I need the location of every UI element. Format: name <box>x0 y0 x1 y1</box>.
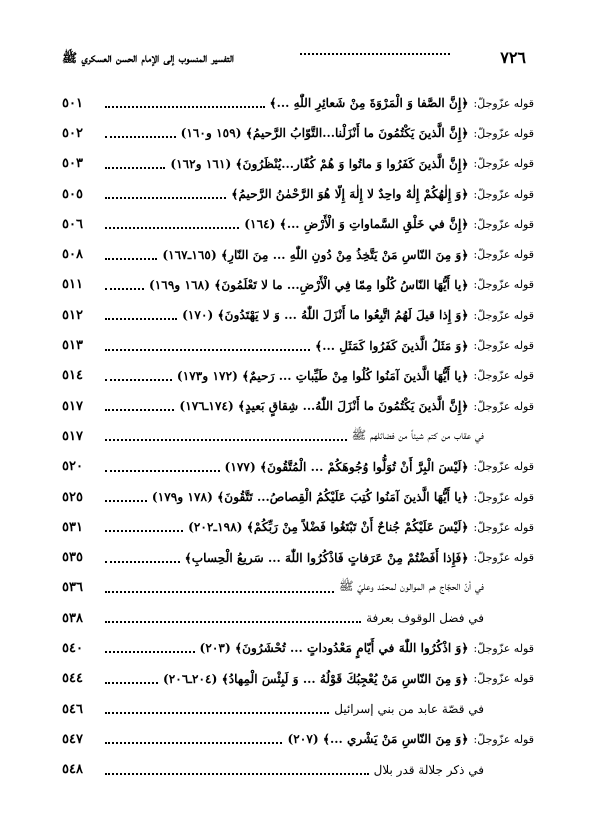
entry-verse: ﴿إِنَّ الَّذينَ يَكْتُمُونَ ما أَنْزَلَ اللّٰهُ... شِقاقٍ بَعيدٍ﴾ (١٧٤ـ١٧٦) <box>179 399 469 414</box>
toc-entry <box>62 361 534 391</box>
toc-entry <box>62 573 534 603</box>
entry-prefix: قوله عزّوجلّ: <box>473 339 534 353</box>
toc-entry <box>62 542 534 572</box>
entry-page-number: ٥١١ <box>62 277 83 293</box>
entry-page-number: ٥٤٤ <box>62 671 83 687</box>
entry-prefix: قوله عزّوجلّ: <box>473 248 534 262</box>
entry-verse: ﴿وَ مِنَ النّاسِ مَنْ يَتَّخِذُ مِنْ دُونِ اللّٰهِ ... مِنَ النّارِ﴾ (١٦٥ـ١٦٧) <box>162 247 469 262</box>
entry-verse: ﴿وَ اذْكُرُوا اللّٰهَ في أَيّامٍ مَعْدُوداتٍ ... تُحْشَرُونَ﴾ (٢٠٣) <box>199 641 469 656</box>
toc-entry <box>62 755 534 785</box>
entry-page-number: ٥٢٠ <box>62 459 83 475</box>
toc-entry <box>62 209 534 239</box>
toc-entry <box>62 603 534 633</box>
entry-topic: في عقاب من كتم شيئاً من فضائلهم ﷺ <box>351 427 484 442</box>
dot-leader <box>105 553 180 563</box>
table-of-contents <box>62 88 534 785</box>
entry-page-number: ٥٠٦ <box>62 216 83 232</box>
header-dotted-rule <box>300 53 450 55</box>
dot-leader <box>105 674 158 684</box>
entry-prefix: قوله عزّوجلّ: <box>473 217 534 231</box>
toc-entry <box>62 633 534 663</box>
toc-entry <box>62 724 534 754</box>
entry-prefix: قوله عزّوجلّ: <box>473 520 534 534</box>
entry-page-number: ٥١٢ <box>62 307 83 323</box>
entry-topic: في ذكر جلالة قدر بلال <box>373 762 484 777</box>
dot-leader <box>105 765 369 775</box>
entry-verse: ﴿وَ مِنَ النّاسِ مَنْ يُعْجِبُكَ قَوْلُهُ ... وَ لَبِئْسَ الْمِهادُ﴾ (٢٠٤ـ٢٠٦) <box>162 671 469 686</box>
entry-topic: في قصّة عابد من بني إسرائيل <box>334 702 484 717</box>
entry-prefix: قوله عزّوجلّ: <box>473 641 534 655</box>
entry-verse: ﴿لَيْسَ عَلَيْكُمْ جُناحٌ أَنْ تَبْتَغُوا فَضْلاً مِنْ رَبِّكُمْ﴾ (١٩٨ـ٢٠٢) <box>188 520 469 535</box>
toc-entry <box>62 118 534 148</box>
entry-page-number: ٥١٤ <box>62 368 83 384</box>
entry-prefix: قوله عزّوجلّ: <box>473 369 534 383</box>
entry-prefix: قوله عزّوجلّ: <box>473 308 534 322</box>
entry-verse: ﴿وَ إِلٰهُكُمْ إِلٰهٌ واحِدٌ لا إِلٰهَ إِلّا هُوَ الرَّحْمٰنُ الرَّحيمُ﴾ <box>231 187 469 202</box>
toc-entry <box>62 88 534 118</box>
toc-entry <box>62 300 534 330</box>
toc-entry <box>62 512 534 542</box>
entry-verse: ﴿وَ إِذا قيلَ لَهُمُ اتَّبِعُوا ما أَنْزَلَ اللّٰهُ ... وَ لا يَهْتَدُونَ﴾ (١٧٠) <box>182 308 469 323</box>
toc-entry <box>62 149 534 179</box>
entry-prefix: قوله عزّوجلّ: <box>473 551 534 565</box>
entry-verse: ﴿فَإِذا أَفَضْتُمْ مِنْ عَرَفاتٍ فَاذْكُرُوا اللّٰهَ ... سَريعُ الْحِسابِ﴾ <box>184 550 469 565</box>
entry-prefix: قوله عزّوجلّ: <box>473 278 534 292</box>
dot-leader <box>105 159 165 169</box>
entry-verse: ﴿وَ مَثَلُ الَّذينَ كَفَرُوا كَمَثَلِ ...﴾ <box>315 338 469 353</box>
dot-leader <box>105 341 310 351</box>
toc-entry <box>62 179 534 209</box>
entry-prefix: قوله عزّوجلّ: <box>473 732 534 746</box>
dot-leader <box>105 128 176 138</box>
entry-prefix: قوله عزّوجلّ: <box>473 126 534 140</box>
entry-page-number: ٥٣٨ <box>62 610 83 626</box>
dot-leader <box>105 219 239 229</box>
entry-page-number: ٥٠٥ <box>62 186 83 202</box>
dot-leader <box>105 401 174 411</box>
entry-page-number: ٥٢٥ <box>62 489 83 505</box>
dot-leader <box>105 492 147 502</box>
entry-prefix: قوله عزّوجلّ: <box>473 460 534 474</box>
toc-entry <box>62 694 534 724</box>
entry-page-number: ٥٠٣ <box>62 156 83 172</box>
entry-verse: ﴿إِنَّ الَّذينَ يَكْتُمُونَ ما أَنْزَلْنا...التَّوّابُ الرَّحيمُ﴾ (١٥٩ و١٦٠) <box>180 126 469 141</box>
entry-page-number: ٥٤٧ <box>62 731 83 747</box>
entry-page-number: ٥١٣ <box>62 338 83 354</box>
page-number: ٧٢٦ <box>500 48 526 67</box>
page-header <box>0 48 600 70</box>
dot-leader <box>105 431 347 441</box>
entry-topic: في أنّ الحجّاج هم الموالون لمحمّد وعليّ ﷺ <box>338 579 484 594</box>
toc-entry <box>62 239 534 269</box>
entry-prefix: قوله عزّوجلّ: <box>473 399 534 413</box>
entry-topic: في فضل الوقوف بعرفة <box>366 611 484 626</box>
entry-verse: ﴿يا أَيُّهَا الَّذينَ آمَنُوا كُلُوا مِنْ طَيِّباتِ ... رَحيمٌ﴾ (١٧٢ و١٧٣) <box>176 368 469 383</box>
entry-page-number: ٥٠٨ <box>62 247 83 263</box>
entry-verse: ﴿يا أَيُّهَا النّاسُ كُلُوا مِمّا فِي الْأَرْضِ... ما لا تَعْلَمُونَ﴾ (١٦٨ و١٦٩) <box>148 277 469 292</box>
toc-entry <box>62 482 534 512</box>
toc-entry <box>62 330 534 360</box>
dot-leader <box>105 613 361 623</box>
dot-leader <box>105 280 144 290</box>
dot-leader <box>105 462 220 472</box>
dot-leader <box>105 643 195 653</box>
entry-page-number: ٥٠١ <box>62 95 83 111</box>
entry-verse: ﴿لَيْسَ الْبِرَّ أَنْ تُوَلُّوا وُجُوهَكُمْ ... الْمُتَّقُونَ﴾ (١٧٧) <box>224 459 469 474</box>
entry-prefix: قوله عزّوجلّ: <box>473 490 534 504</box>
entry-prefix: قوله عزّوجلّ: <box>473 187 534 201</box>
dot-leader <box>105 250 157 260</box>
toc-entry <box>62 391 534 421</box>
running-title: التفسير المنسوب إلى الإمام الحسن العسكري ﷺ <box>62 50 234 65</box>
toc-entry <box>62 664 534 694</box>
entry-verse: ﴿إِنَّ الصَّفا وَ الْمَرْوَةَ مِنْ شَعائِرِ اللّٰهِ ...﴾ <box>269 96 469 111</box>
entry-verse: ﴿وَ مِنَ النّاسِ مَنْ يَشْري ...﴾ (٢٠٧) <box>287 732 469 747</box>
entry-page-number: ٥٤٨ <box>62 762 83 778</box>
dot-leader <box>105 371 172 381</box>
entry-prefix: قوله عزّوجلّ: <box>473 157 534 171</box>
dot-leader <box>105 704 329 714</box>
entry-verse: ﴿يا أَيُّهَا الَّذينَ آمَنُوا كُتِبَ عَلَيْكُمُ الْقِصاصُ... تَتَّقُونَ﴾ (١٧٨ و١٧٩) <box>151 490 469 504</box>
toc-entry <box>62 421 534 451</box>
entry-page-number: ٥٣٦ <box>62 580 83 596</box>
dot-leader <box>105 583 334 593</box>
entry-prefix: قوله عزّوجلّ: <box>473 96 534 110</box>
entry-page-number: ٥٣٥ <box>62 550 83 566</box>
entry-page-number: ٥٤٠ <box>62 640 83 656</box>
entry-page-number: ٥٣١ <box>62 519 83 535</box>
entry-verse: ﴿إِنَّ في خَلْقِ السَّماواتِ وَ الْأَرْضِ ...﴾ (١٦٤) <box>244 217 469 232</box>
entry-page-number: ٥١٧ <box>62 398 83 414</box>
entry-page-number: ٥٠٢ <box>62 125 83 141</box>
dot-leader <box>105 98 265 108</box>
entry-page-number: ٥١٧ <box>62 428 83 444</box>
entry-verse: ﴿إِنَّ الَّذينَ كَفَرُوا وَ ماتُوا وَ هُمْ كُفّار...يُنْظَرُونَ﴾ (١٦١ و١٦٢) <box>170 156 469 171</box>
dot-leader <box>105 189 226 199</box>
toc-entry <box>62 270 534 300</box>
dot-leader <box>105 522 183 532</box>
dot-leader <box>105 310 177 320</box>
toc-entry <box>62 452 534 482</box>
entry-prefix: قوله عزّوجلّ: <box>473 672 534 686</box>
dot-leader <box>105 734 282 744</box>
entry-page-number: ٥٤٦ <box>62 701 83 717</box>
